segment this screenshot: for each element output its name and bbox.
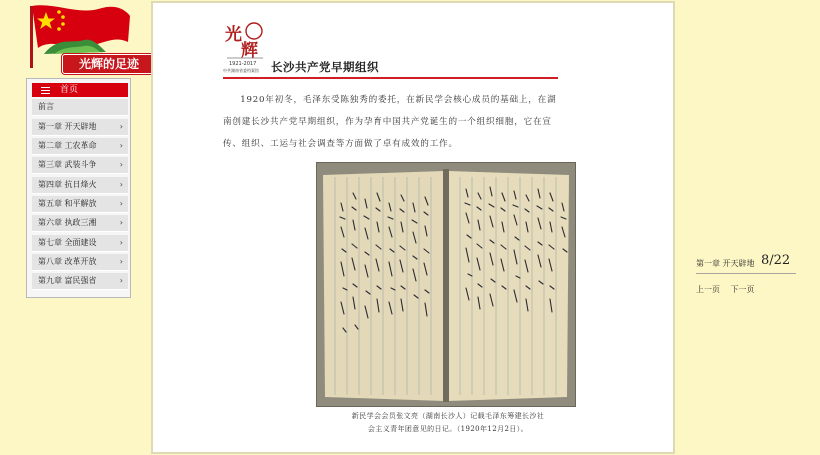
sidebar-nav: [26, 78, 131, 298]
page-title: 长沙共产党早期组织: [271, 60, 379, 74]
sidebar-item-label: 第一章 开天辟地: [38, 122, 97, 131]
current-chapter: 第一章 开天辟地: [696, 259, 755, 268]
chevron-right-icon: ›: [119, 238, 123, 247]
sidebar-item-label: 第四章 抗日烽火: [38, 180, 97, 189]
sidebar-home-button[interactable]: [32, 83, 128, 97]
chevron-right-icon: ›: [119, 218, 123, 227]
menu-icon: [41, 85, 50, 96]
next-page-link[interactable]: 下一页: [730, 285, 755, 294]
title-divider: [223, 77, 558, 79]
sidebar-item-label: 第八章 改革开放: [38, 257, 97, 266]
logo-text: 光辉的足迹: [62, 54, 156, 74]
sidebar-item-label: 第六章 执政三湘: [38, 218, 97, 227]
sidebar-item-chapter-2[interactable]: [32, 138, 128, 155]
chevron-right-icon: ›: [119, 160, 123, 169]
chevron-right-icon: ›: [119, 257, 123, 266]
sidebar-item-label: 第二章 工农革命: [38, 141, 97, 150]
photo-caption: [319, 410, 577, 436]
pager-links: [696, 284, 796, 295]
sidebar-item-label: 前言: [38, 102, 54, 111]
diary-photo: [317, 163, 575, 406]
page-indicator: 8/22: [761, 253, 791, 268]
chevron-right-icon: ›: [119, 122, 123, 131]
sidebar-item-label: 第九章 富民强省: [38, 276, 97, 285]
pager-header: [696, 253, 796, 274]
pager: [696, 253, 796, 295]
sidebar-item-chapter-7[interactable]: [32, 235, 128, 252]
sidebar-item-chapter-3[interactable]: [32, 157, 128, 174]
sidebar-item-chapter-4[interactable]: [32, 177, 128, 194]
sidebar-item-label: 第三章 武装斗争: [38, 160, 97, 169]
svg-text:辉: 辉: [241, 41, 258, 61]
badge-years: 1921-2017: [229, 61, 257, 67]
sidebar-item-chapter-1[interactable]: [32, 119, 128, 136]
sidebar-item-chapter-9[interactable]: [32, 273, 128, 290]
caption-line-2: 会主义青年团意见的日记。（1920年12月2日）。: [367, 425, 529, 433]
logo[interactable]: [26, 2, 139, 76]
sidebar-item-chapter-8[interactable]: [32, 254, 128, 271]
svg-text:光: 光: [225, 25, 242, 45]
badge-org: 中共湖南省委档案馆: [223, 68, 259, 73]
sidebar-item-label: 第五章 和平解放: [38, 199, 97, 208]
sidebar-item-chapter-6[interactable]: [32, 215, 128, 232]
chevron-right-icon: ›: [119, 141, 123, 150]
caption-line-1: 新民学会会员张文亮（湖南长沙人）记载毛泽东筹建长沙社: [351, 412, 545, 420]
chevron-right-icon: ›: [119, 180, 123, 189]
diary-manuscript-image: [317, 163, 575, 406]
sidebar-item-label: 第七章 全面建设: [38, 238, 97, 247]
chevron-right-icon: ›: [119, 199, 123, 208]
sidebar-home-label: 首页: [60, 85, 79, 95]
chevron-right-icon: ›: [119, 276, 123, 285]
anniversary-badge: [223, 20, 265, 76]
sidebar-item-preface[interactable]: [32, 99, 128, 116]
prev-page-link[interactable]: 上一页: [696, 285, 720, 294]
content-panel: [151, 1, 675, 454]
article-body: 1920年初冬，毛泽东受陈独秀的委托，在新民学会核心成员的基础上，在湖南创建长沙共产党早期组织，作为孕育中国共产党诞生的一个组织细胞，它在宣传、组织、工运与社会调查等方面做了卓有成效的工作。: [223, 95, 557, 149]
sidebar-item-chapter-5[interactable]: [32, 196, 128, 213]
